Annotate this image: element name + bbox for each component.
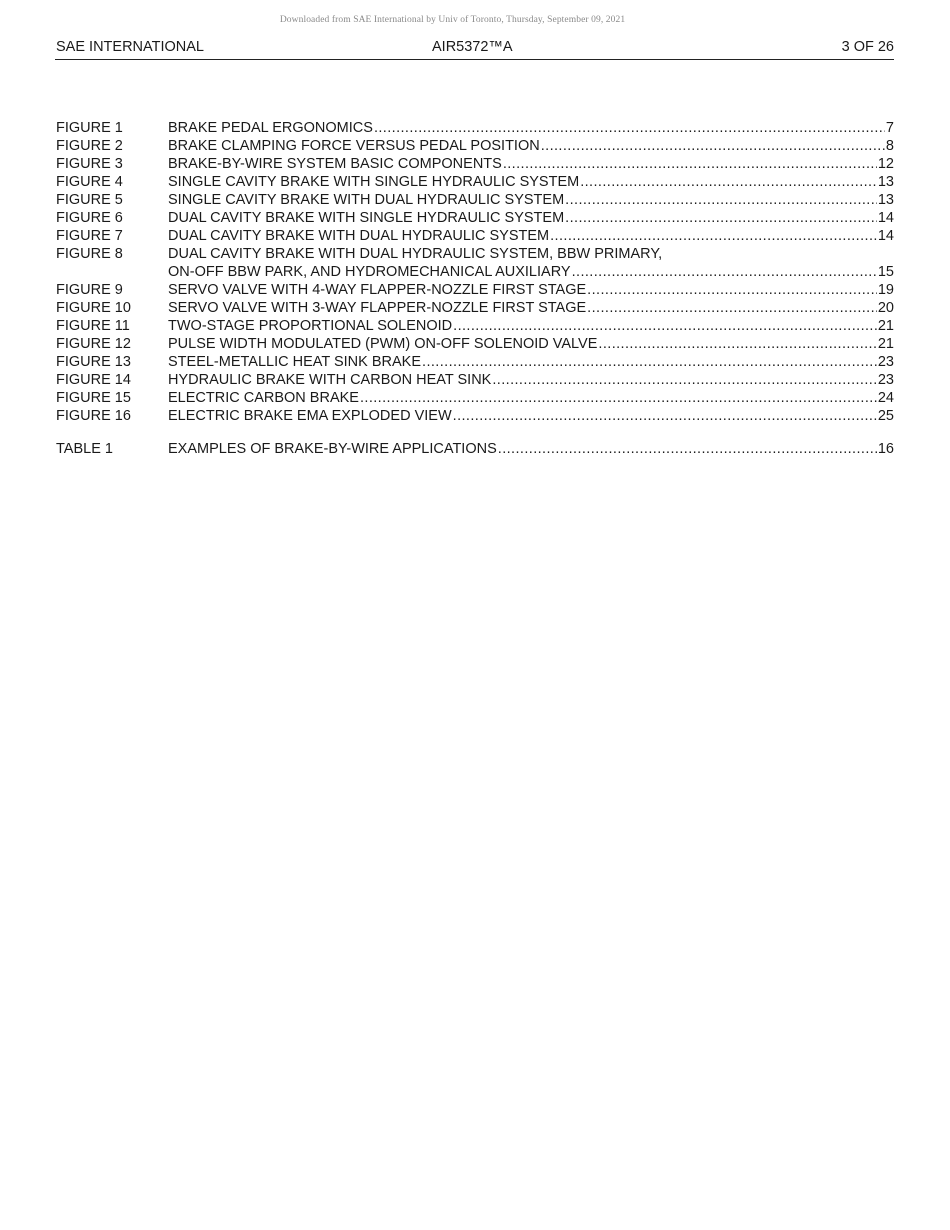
toc-entry-title: SERVO VALVE WITH 3-WAY FLAPPER-NOZZLE FIRST STAGE xyxy=(168,300,587,316)
toc-entry-label: FIGURE 12 xyxy=(56,336,131,352)
toc-entry-label: TABLE 1 xyxy=(56,441,113,457)
toc-entry-title: SERVO VALVE WITH 4-WAY FLAPPER-NOZZLE FIRST STAGE xyxy=(168,282,587,298)
header-document-id: AIR5372™A xyxy=(432,39,513,55)
toc-entry-title: SINGLE CAVITY BRAKE WITH DUAL HYDRAULIC SYSTEM xyxy=(168,192,565,208)
toc-entry-label: FIGURE 7 xyxy=(56,228,123,244)
dot-leader xyxy=(492,371,877,389)
toc-entry-figure-3[interactable] xyxy=(56,155,894,173)
toc-entry-page: 21 xyxy=(877,318,894,334)
toc-entry-page: 21 xyxy=(877,336,894,352)
list-of-figures-and-tables xyxy=(56,119,894,458)
header-publisher: SAE INTERNATIONAL xyxy=(56,39,204,55)
toc-entry-figure-5[interactable] xyxy=(56,191,894,209)
section-gap xyxy=(56,425,894,440)
dot-leader xyxy=(360,389,877,407)
toc-entry-page: 19 xyxy=(877,282,894,298)
toc-entry-label: FIGURE 13 xyxy=(56,354,131,370)
toc-entry-label: FIGURE 2 xyxy=(56,138,123,154)
toc-entry-page: 24 xyxy=(877,390,894,406)
toc-entry-label: FIGURE 5 xyxy=(56,192,123,208)
toc-entry-table-1[interactable] xyxy=(56,440,894,458)
dot-leader xyxy=(598,335,876,353)
toc-entry-page: 23 xyxy=(877,354,894,370)
dot-leader xyxy=(374,119,885,137)
toc-entry-page: 16 xyxy=(877,441,894,457)
header-page-number: 3 OF 26 xyxy=(841,39,894,55)
toc-entry-page: 23 xyxy=(877,372,894,388)
toc-entry-page: 7 xyxy=(885,120,894,136)
toc-entry-page: 13 xyxy=(877,174,894,190)
dot-leader xyxy=(541,137,885,155)
toc-entry-title: DUAL CAVITY BRAKE WITH SINGLE HYDRAULIC SYSTEM xyxy=(168,210,565,226)
toc-entry-page: 20 xyxy=(877,300,894,316)
dot-leader xyxy=(587,281,877,299)
toc-entry-page: 25 xyxy=(877,408,894,424)
toc-entry-figure-2[interactable] xyxy=(56,137,894,155)
dot-leader xyxy=(572,263,877,281)
toc-entry-label: FIGURE 15 xyxy=(56,390,131,406)
toc-entry-figure-9[interactable] xyxy=(56,281,894,299)
toc-entry-label: FIGURE 6 xyxy=(56,210,123,226)
toc-entry-title: TWO-STAGE PROPORTIONAL SOLENOID xyxy=(168,318,453,334)
toc-entry-figure-6[interactable] xyxy=(56,209,894,227)
toc-entry-label: FIGURE 11 xyxy=(56,318,130,334)
toc-entry-label: FIGURE 10 xyxy=(56,300,131,316)
toc-entry-figure-10[interactable] xyxy=(56,299,894,317)
toc-entry-page: 14 xyxy=(877,228,894,244)
toc-entry-label: FIGURE 3 xyxy=(56,156,123,172)
toc-entry-figure-15[interactable] xyxy=(56,389,894,407)
toc-entry-figure-14[interactable] xyxy=(56,371,894,389)
toc-entry-label: FIGURE 9 xyxy=(56,282,123,298)
toc-entry-label: FIGURE 4 xyxy=(56,174,123,190)
toc-entry-title-line-1: DUAL CAVITY BRAKE WITH DUAL HYDRAULIC SYSTEM, BBW PRIMARY, xyxy=(168,246,663,262)
toc-entry-figure-7[interactable] xyxy=(56,227,894,245)
toc-entry-title: PULSE WIDTH MODULATED (PWM) ON-OFF SOLENOID VALVE xyxy=(168,336,598,352)
toc-entry-figure-1[interactable] xyxy=(56,119,894,137)
dot-leader xyxy=(422,353,877,371)
page-header xyxy=(55,38,894,60)
toc-entry-page: 8 xyxy=(885,138,894,154)
toc-entry-label: FIGURE 16 xyxy=(56,408,131,424)
toc-entry-figure-12[interactable] xyxy=(56,335,894,353)
dot-leader xyxy=(580,173,877,191)
toc-entry-title: DUAL CAVITY BRAKE WITH DUAL HYDRAULIC SYSTEM xyxy=(168,228,550,244)
toc-entry-title: ELECTRIC CARBON BRAKE xyxy=(168,390,359,406)
download-watermark: Downloaded from SAE International by Univ of Toronto, Thursday, September 09, 2021 xyxy=(279,15,626,25)
toc-entry-label: FIGURE 8 xyxy=(56,246,123,262)
dot-leader xyxy=(565,191,877,209)
toc-entry-title: EXAMPLES OF BRAKE-BY-WIRE APPLICATIONS xyxy=(168,441,497,457)
toc-entry-page: 13 xyxy=(877,192,894,208)
dot-leader xyxy=(498,440,877,458)
toc-entry-title-line-2: ON-OFF BBW PARK, AND HYDROMECHANICAL AUXILIARY xyxy=(168,264,571,280)
toc-entry-title: BRAKE CLAMPING FORCE VERSUS PEDAL POSITION xyxy=(168,138,540,154)
toc-entry-title: HYDRAULIC BRAKE WITH CARBON HEAT SINK xyxy=(168,372,492,388)
toc-entry-figure-4[interactable] xyxy=(56,173,894,191)
toc-entry-label: FIGURE 14 xyxy=(56,372,131,388)
toc-entry-page: 12 xyxy=(877,156,894,172)
toc-entry-page: 15 xyxy=(877,264,894,280)
dot-leader xyxy=(565,209,877,227)
dot-leader xyxy=(550,227,877,245)
dot-leader xyxy=(503,155,877,173)
toc-entry-title: SINGLE CAVITY BRAKE WITH SINGLE HYDRAULIC SYSTEM xyxy=(168,174,580,190)
toc-entry-label: FIGURE 1 xyxy=(56,120,123,136)
toc-entry-figure-16[interactable] xyxy=(56,407,894,425)
toc-entry-title: ELECTRIC BRAKE EMA EXPLODED VIEW xyxy=(168,408,452,424)
dot-leader xyxy=(453,317,877,335)
toc-entry-figure-8[interactable] xyxy=(56,245,894,281)
dot-leader xyxy=(587,299,877,317)
toc-entry-title: BRAKE PEDAL ERGONOMICS xyxy=(168,120,373,136)
toc-entry-figure-11[interactable] xyxy=(56,317,894,335)
toc-entry-figure-13[interactable] xyxy=(56,353,894,371)
dot-leader xyxy=(453,407,877,425)
toc-entry-title: BRAKE-BY-WIRE SYSTEM BASIC COMPONENTS xyxy=(168,156,502,172)
toc-entry-page: 14 xyxy=(877,210,894,226)
toc-entry-title: STEEL-METALLIC HEAT SINK BRAKE xyxy=(168,354,422,370)
